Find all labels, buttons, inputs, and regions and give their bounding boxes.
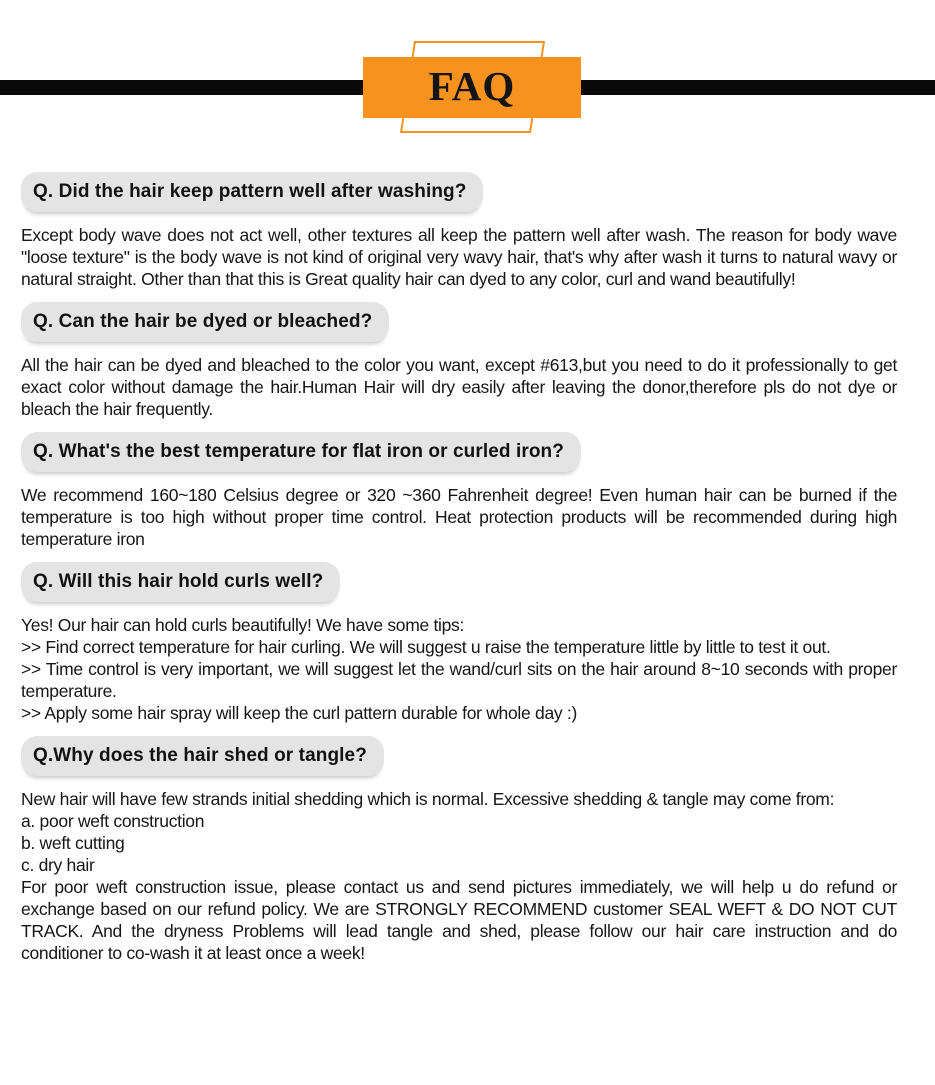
question-pill [21,432,581,472]
answer-paragraph: Except body wave does not act well, other textures all keep the pattern well after wash. The reason for body wave "loose texture" is the body wave is not kind of original very wavy hair, that's why after wash it turns to natural wavy or natural straight. Other than that this is Great quality hair can dyed to any color, curl and wand beautifully! [21,225,897,289]
faq-banner [0,0,935,160]
answer-paragraph: b. weft cutting [21,833,125,853]
question-pill [21,562,340,602]
answer-text [21,224,897,290]
faq-item [21,562,897,724]
faq-list [0,160,935,1006]
answer-text [21,614,897,724]
answer-text [21,354,897,420]
question-pill [21,172,483,212]
answer-paragraph: a. poor weft construction [21,811,205,831]
banner-title: FAQ [428,62,516,109]
question-text: Q. What's the best temperature for flat iron or curled iron? [33,441,564,462]
question-text: Q. Can the hair be dyed or bleached? [33,311,373,332]
faq-item [21,432,897,550]
faq-item [21,736,897,964]
answer-paragraph: We recommend 160~180 Celsius degree or 320 ~360 Fahrenheit degree! Even human hair can be burned if the temperature is too high without proper time control. Heat protection products will be recommended during high temperature iron [21,485,897,549]
answer-paragraph: New hair will have few strands initial shedding which is normal. Excessive shedding & tangle may come from: [21,789,835,809]
answer-paragraph: Yes! Our hair can hold curls beautifully! We have some tips: [21,615,465,635]
answer-text [21,788,897,964]
question-text: Q.Why does the hair shed or tangle? [33,745,367,766]
banner-box [363,57,581,118]
answer-paragraph: c. dry hair [21,855,95,875]
faq-item [21,302,897,420]
answer-paragraph: For poor weft construction issue, please contact us and send pictures immediately, we will help u do refund or exchange based on our refund policy. We are STRONGLY RECOMMEND customer SEAL WEFT & DO NOT CUT TRACK. And the dryness Problems will lead tangle and shed, please follow our hair care instruction and do conditioner to co-wash it at least once a week! [21,877,897,963]
question-text: Q. Will this hair hold curls well? [33,571,324,592]
question-pill [21,302,389,342]
answer-paragraph: >> Time control is very important, we will suggest let the wand/curl sits on the hair around 8~10 seconds with proper temperature. [21,659,897,701]
answer-paragraph: >> Apply some hair spray will keep the curl pattern durable for whole day :) [21,703,577,723]
answer-text [21,484,897,550]
question-text: Q. Did the hair keep pattern well after washing? [33,181,467,202]
question-pill [21,736,384,776]
answer-paragraph: >> Find correct temperature for hair curling. We will suggest u raise the temperature little by little to test it out. [21,637,831,657]
faq-item [21,172,897,290]
answer-paragraph: All the hair can be dyed and bleached to the color you want, except #613,but you need to do it professionally to get exact color without damage the hair.Human Hair will dry easily after leaving the donor,therefore pls do not dye or bleach the hair frequently. [21,355,897,419]
